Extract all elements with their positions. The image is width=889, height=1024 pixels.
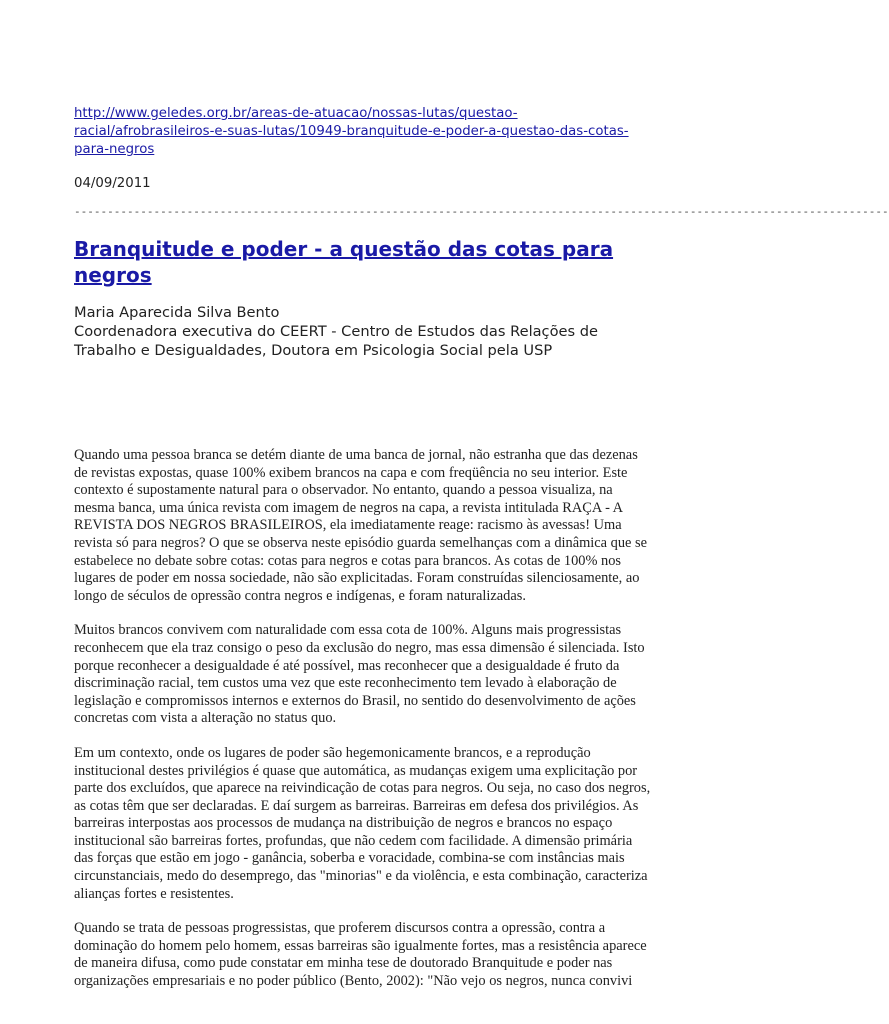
text-line: lugares de poder em nossa sociedade, não são explicitadas. Foram construídas silenciosamente, ao: [74, 570, 640, 587]
text-line: Quando se trata de pessoas progressistas, que proferem discursos contra a opressão, contra a: [74, 920, 606, 937]
text-line: REVISTA DOS NEGROS BRASILEIROS, ela imediatamente reage: racismo às avessas! Uma: [74, 517, 622, 534]
text-line: revista só para negros? O que se observa neste episódio guarda semelhanças com a dinâmica que se: [74, 534, 648, 551]
text-line: de revistas expostas, quase 100% exibem brancos na capa e com freqüência no seu interior. Este: [74, 464, 628, 481]
article-body: [74, 447, 714, 1008]
text-line: parte dos excluídos, que aparece na reivindicação de cotas para negros. Ou seja, no caso dos negros,: [74, 780, 651, 797]
title-line: negros: [74, 263, 152, 287]
text-line: circunstanciais, medo do desemprego, das "minorias" e da violência, e esta combinação, caracteriza: [74, 868, 648, 885]
paragraph-1: [74, 447, 714, 605]
title-line: Branquitude e poder - a questão das cotas para: [74, 237, 614, 261]
paragraph-4: [74, 920, 714, 990]
source-link-line: para-negros: [74, 142, 155, 157]
publication-date: 04/09/2011: [74, 176, 151, 191]
text-line: as cotas têm que ser declaradas. E daí surgem as barreiras. Barreiras em defesa dos privilégios. As: [74, 797, 639, 814]
source-link-line: racial/afrobrasileiros-e-suas-lutas/10949-branquitude-e-poder-a-questao-das-cotas-: [74, 124, 629, 139]
text-line: Quando uma pessoa branca se detém diante de uma banca de jornal, não estranha que das dezenas: [74, 447, 638, 463]
author-block: [74, 303, 714, 360]
text-line: de maneira difusa, como pude constatar em minha tese de doutorado Branquitude e poder nas: [74, 955, 613, 972]
text-line: institucional são barreiras fortes, profundas, que não cedem com facilidade. A dimensão primária: [74, 832, 633, 849]
text-line: discriminação racial, tem custos uma vez que este reconhecimento tem levado à elaboração de: [74, 675, 617, 692]
paragraph-3: [74, 745, 714, 903]
text-line: das forças que estão em jogo - ganância, soberba e voracidade, combina-se com instâncias mais: [74, 850, 625, 867]
text-line: institucional destes privilégios é quase que automática, as mudanças exigem uma explicitação por: [74, 762, 638, 779]
author-role-line: Trabalho e Desigualdades, Doutora em Psicologia Social pela USP: [74, 342, 553, 359]
author-name: Maria Aparecida Silva Bento: [74, 304, 280, 321]
text-line: alianças fortes e resistentes.: [74, 885, 234, 902]
text-line: reconhecem que ela traz consigo o peso da exclusão do negro, mas essa dimensão é silenciada. Isto: [74, 639, 645, 656]
text-line: concretas com vista a alteração no status quo.: [74, 710, 337, 727]
source-link[interactable]: [74, 105, 694, 159]
author-role-line: Coordenadora executiva do CEERT - Centro de Estudos das Relações de: [74, 323, 598, 340]
text-line: porque reconhecer a desigualdade é até possível, mas reconhecer que a desigualdade é fruto da: [74, 657, 620, 674]
text-line: contexto é supostamente natural para o observador. No entanto, quando a pessoa visualiza, na: [74, 482, 613, 499]
dashed-divider: ---------------------------------------------------------------------------------------------------------------------------: [74, 205, 889, 218]
paragraph-2: [74, 622, 714, 728]
text-line: estabelece no debate sobre cotas: cotas para negros e cotas para brancos. As cotas de 100% nos: [74, 552, 622, 569]
text-line: Muitos brancos convivem com naturalidade com essa cota de 100%. Alguns mais progressistas: [74, 622, 622, 639]
article-title-link[interactable]: [74, 236, 674, 288]
text-line: barreiras interpostas aos processos de mudança na distribuição de negros e brancos no espaço: [74, 815, 613, 832]
text-line: Em um contexto, onde os lugares de poder são hegemonicamente brancos, e a reprodução: [74, 744, 591, 761]
text-line: mesma banca, uma única revista com imagem de negros na capa, a revista intitulada RAÇA - A: [74, 499, 624, 516]
source-link-line: http://www.geledes.org.br/areas-de-atuacao/nossas-lutas/questao-: [74, 106, 518, 121]
text-line: longo de séculos de opressão contra negros e indígenas, e foram naturalizadas.: [74, 587, 526, 604]
text-line: organizações empresariais e no poder público (Bento, 2002): "Não vejo os negros, nunca convivi: [74, 973, 633, 990]
text-line: dominação do homem pelo homem, essas barreiras são igualmente fortes, mas a resistência aparece: [74, 937, 647, 954]
text-line: legislação e compromissos internos e externos do Brasil, no sentido do desenvolvimento de ações: [74, 692, 636, 709]
